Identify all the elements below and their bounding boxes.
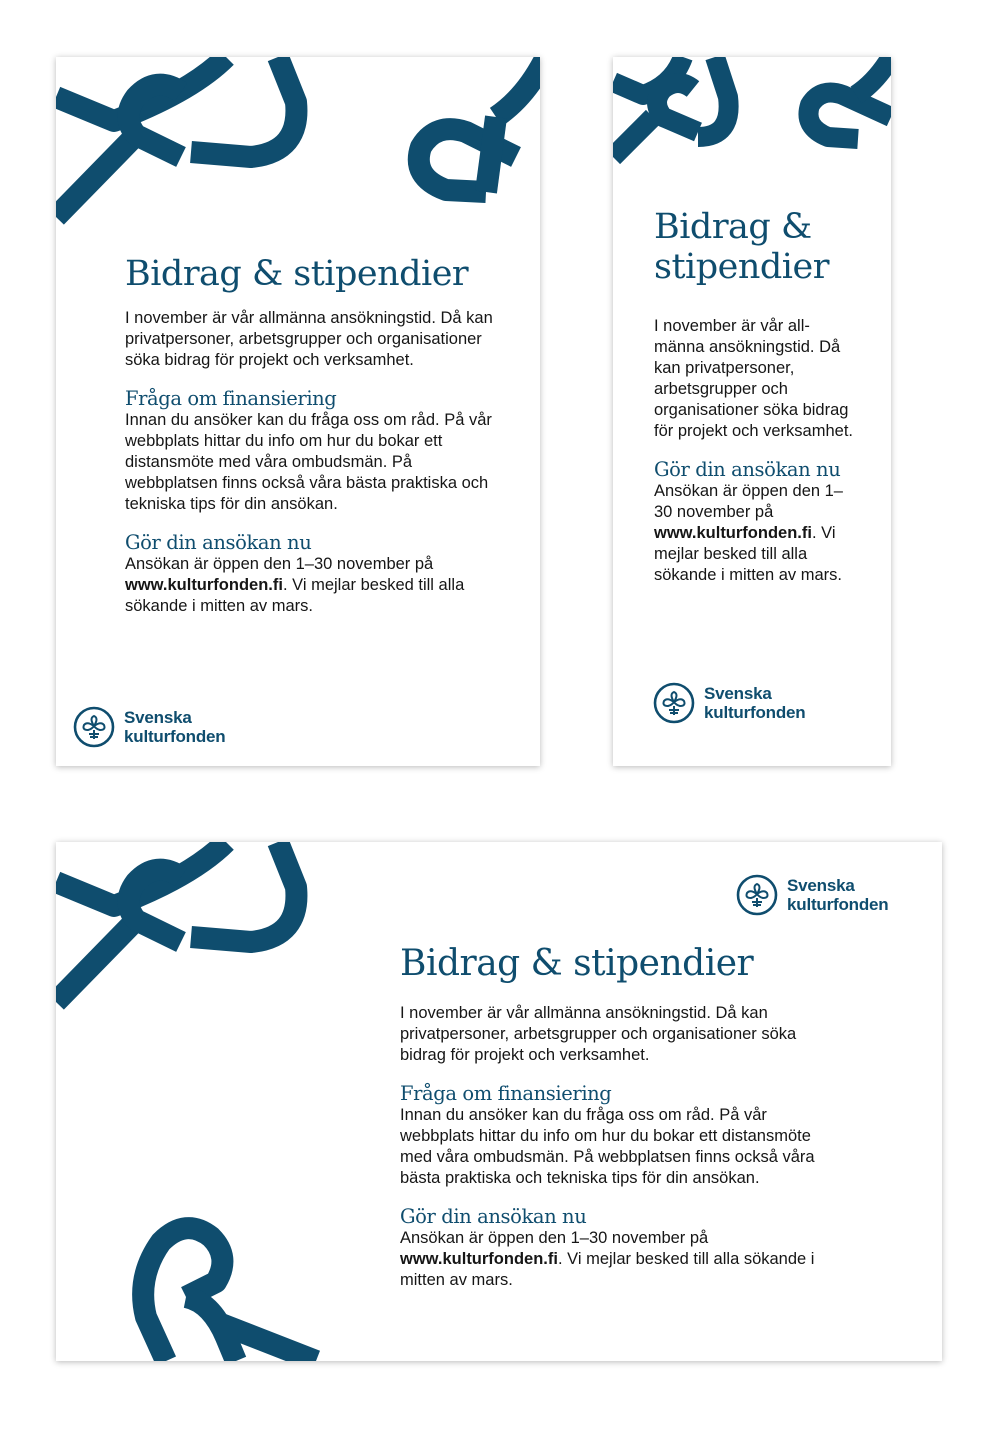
svenska-kulturfonden-logo <box>73 706 225 748</box>
intro-text: I november är vår all-männa ansökningstid. Då kan privatpersoner, arbetsgrupper och organisationer söka bidrag för projekt och verksamhet. <box>654 317 853 440</box>
apply-heading: Gör din ansökan nu <box>400 1205 587 1228</box>
svenska-kulturfonden-logo <box>736 874 888 916</box>
financing-text: Innan du ansöker kan du fråga oss om råd. På vår webbplats hittar du info om hur du bokar ett distansmöte med våra ombudsmän. På webbplatsen finns också våra bästa praktiska och tekniska tips för din ansökan. <box>125 411 492 513</box>
flyer-title: Bidrag & stipendier <box>125 254 469 294</box>
financing-text: Innan du ansöker kan du fråga oss om råd. På vår webbplats hittar du info om hur du bokar ett distansmöte med våra ombudsmän. På webbplatsen finns också våra bästa praktiska och tekniska tips för din ansökan. <box>400 1106 815 1187</box>
flyer-title: Bidrag & stipendier <box>400 943 754 984</box>
flyer-body <box>654 316 859 586</box>
knot-ornament-bottom-left <box>116 1197 316 1361</box>
logo-wordmark: Svenska kulturfonden <box>704 684 806 722</box>
narrow-flyer <box>613 57 891 766</box>
svenska-kulturfonden-emblem-icon <box>736 874 778 916</box>
flyer-body <box>400 1003 845 1291</box>
financing-heading: Fråga om finansiering <box>400 1082 612 1105</box>
website-link[interactable]: www.kulturfonden.fi <box>400 1250 558 1268</box>
knot-ornament-top-left <box>56 57 316 277</box>
logo-wordmark: Svenska kulturfonden <box>787 876 889 914</box>
svenska-kulturfonden-emblem-icon <box>653 682 695 724</box>
knot-ornament-top-right <box>386 57 540 217</box>
apply-text: Ansökan är öppen den 1–30 november på www.kulturfonden.fi. Vi mejlar besked till alla sökande i mitten av mars. <box>654 482 843 584</box>
portrait-flyer <box>56 57 540 766</box>
flyer-title: Bidrag & stipendier <box>654 207 829 287</box>
knot-ornament-top-left <box>613 57 743 217</box>
apply-heading: Gör din ansökan nu <box>125 531 312 554</box>
flyer-body <box>125 308 495 617</box>
knot-ornament-top-left <box>56 842 316 1062</box>
intro-text: I november är vår allmänna ansökningstid. Då kan privatpersoner, arbetsgrupper och organisationer söka bidrag för projekt och verksamhet. <box>400 1004 797 1064</box>
website-link[interactable]: www.kulturfonden.fi <box>654 524 812 542</box>
svenska-kulturfonden-emblem-icon <box>73 706 115 748</box>
landscape-flyer <box>56 842 942 1361</box>
intro-text: I november är vår allmänna ansökningstid. Då kan privatpersoner, arbetsgrupper och organisationer söka bidrag för projekt och verksamhet. <box>125 309 493 369</box>
apply-heading: Gör din ansökan nu <box>654 458 841 481</box>
apply-text: Ansökan är öppen den 1–30 november på www.kulturfonden.fi. Vi mejlar besked till alla sökande i mitten av mars. <box>125 555 465 615</box>
apply-text: Ansökan är öppen den 1–30 november på www.kulturfonden.fi. Vi mejlar besked till alla sökande i mitten av mars. <box>400 1229 815 1289</box>
logo-wordmark: Svenska kulturfonden <box>124 708 226 746</box>
financing-heading: Fråga om finansiering <box>125 387 337 410</box>
website-link[interactable]: www.kulturfonden.fi <box>125 576 283 594</box>
svenska-kulturfonden-logo <box>653 682 805 724</box>
knot-ornament-top-right <box>788 57 891 197</box>
